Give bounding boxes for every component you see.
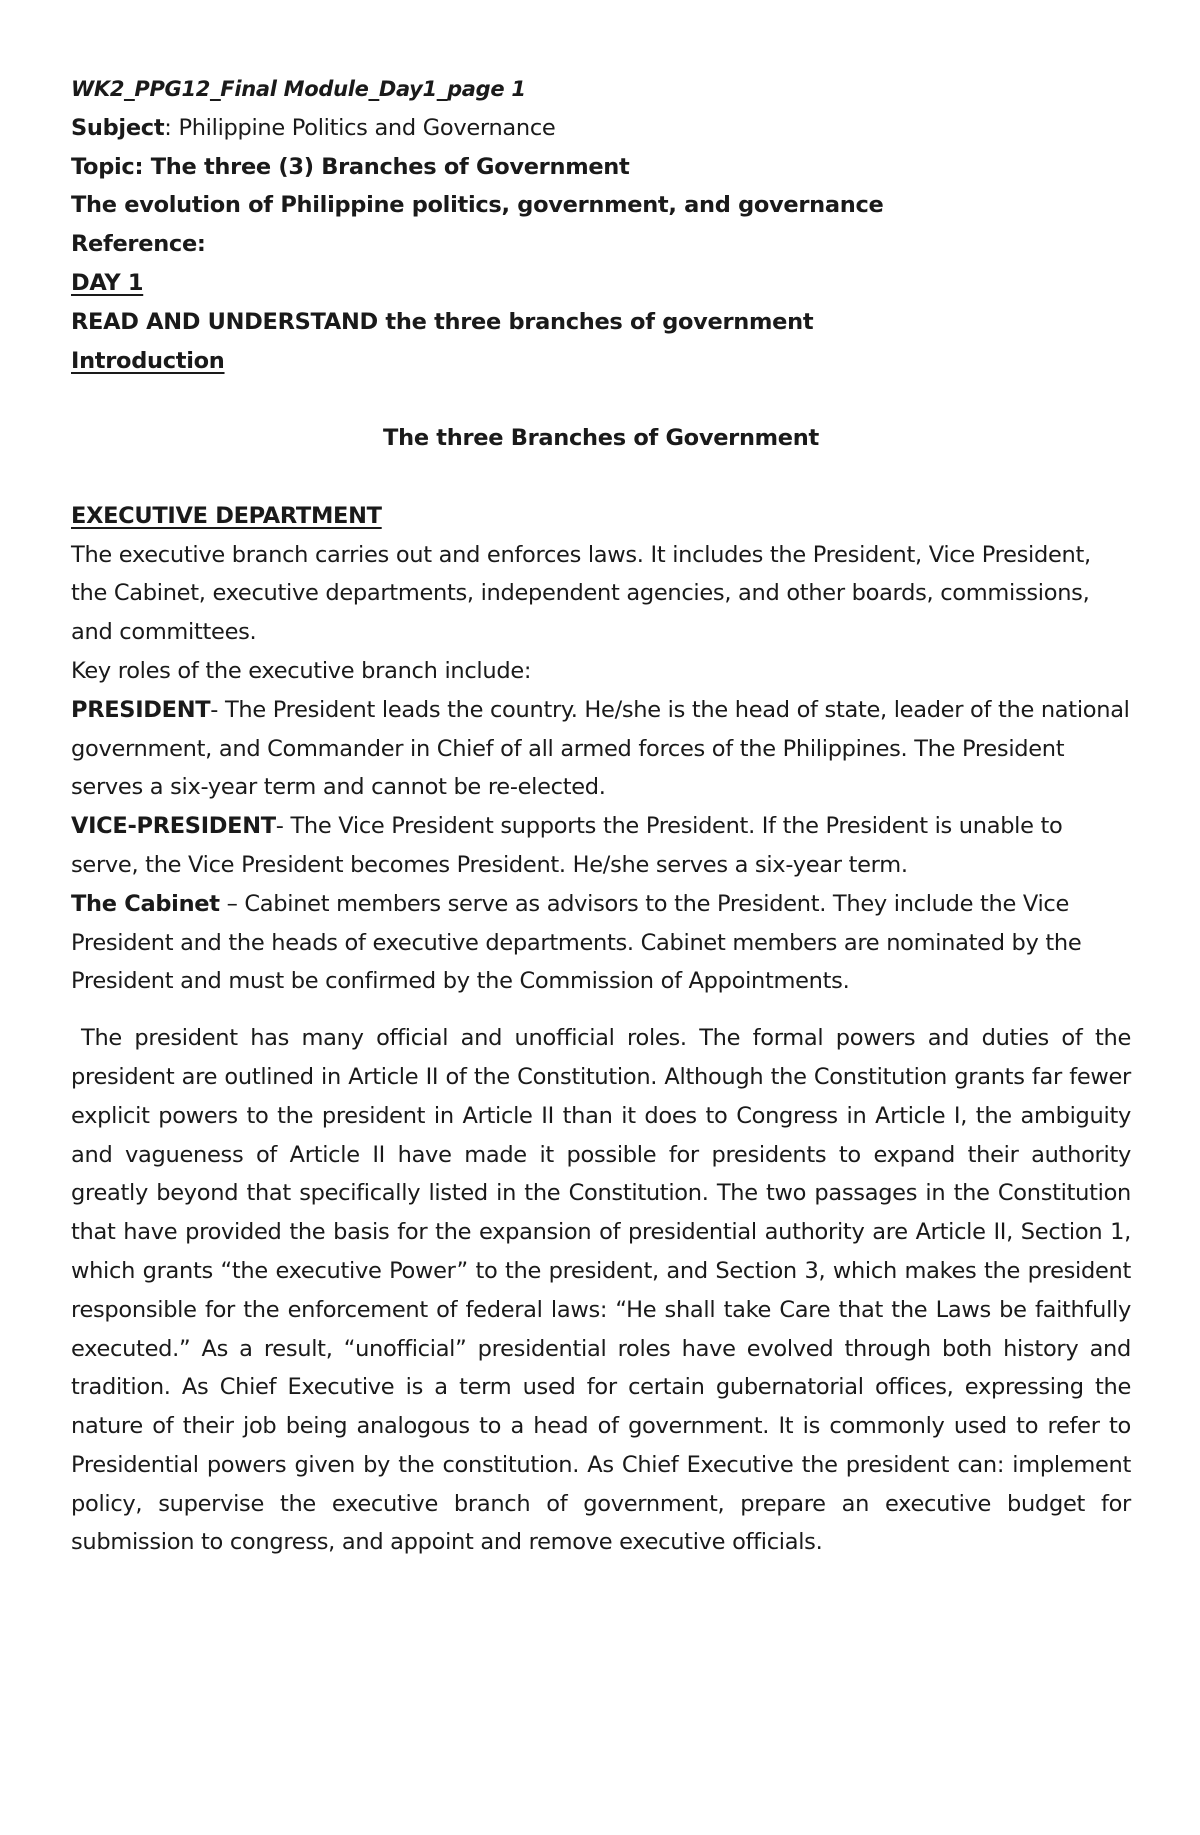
file-label: WK2_PPG12_Final Module_Day1_page 1 — [71, 77, 526, 101]
instruction-line: READ AND UNDERSTAND the three branches of government — [71, 308, 814, 335]
cabinet-label: The Cabinet — [71, 890, 220, 917]
cabinet-text: – Cabinet members serve as advisors to the President. They include the Vice President and the heads of executive departments. Cabinet members are nominated by the President and must be confirmed by the Commission of Appointments. — [71, 890, 1082, 995]
topic-value: The three (3) Branches of Government — [150, 153, 630, 180]
executive-intro: The executive branch carries out and enforces laws. It includes the President, Vice President, the Cabinet, executive departments, independent agencies, and other boards, commissions, and committees. — [71, 541, 1091, 646]
president-roles-paragraph: The president has many official and unofficial roles. The formal powers and duties of the president are outlined in Article II of the Constitution. Although the Constitution grants far fewer explicit powers to the president in Article II than it does to Congress in Article I, the ambiguity and vagueness of Article II have made it possible for presidents to expand their authority greatly beyond that specifically listed in the Constitution. The two passages in the Constitution that have provided the basis for the expansion of presidential authority are Article II, Section 1, which grants “the executive Power” to the president, and Section 3, which makes the president responsible for the enforcement of federal laws: “He shall take Care that the Laws be faithfully executed.” As a result, “unofficial” presidential roles have evolved through both history and tradition. As Chief Executive is a term used for certain gubernatorial offices, expressing the nature of their job being analogous to a head of government. It is commonly used to refer to Presidential powers given by the constitution. As Chief Executive the president can: implement policy, supervise the executive branch of government, prepare an executive budget for submission to congress, and appoint and remove executive officials. — [71, 1025, 1131, 1556]
subject-value: Philippine Politics and Governance — [178, 114, 556, 141]
introduction-heading: Introduction — [71, 347, 225, 374]
topic-label: Topic: — [71, 153, 144, 180]
cabinet-entry — [71, 885, 1131, 1001]
vp-text: - The Vice President supports the President. If the President is unable to serve, the Vice President becomes President. He/she serves a six-year term. — [71, 813, 1063, 878]
subject-line: Subject: Philippine Politics and Governance — [71, 114, 556, 141]
executive-heading: EXECUTIVE DEPARTMENT — [71, 502, 382, 529]
evolution-heading: The evolution of Philippine politics, government, and governance — [71, 192, 884, 219]
president-entry — [71, 691, 1131, 807]
key-roles-line: Key roles of the executive branch include: — [71, 657, 532, 684]
president-label: PRESIDENT — [71, 696, 211, 723]
vp-label: VICE-PRESIDENT — [71, 813, 276, 840]
spacer — [71, 380, 1131, 419]
spacer — [71, 1001, 1131, 1019]
day-heading: DAY 1 — [71, 269, 144, 296]
vp-entry — [71, 807, 1131, 885]
reference-label: Reference: — [71, 231, 206, 258]
topic-line — [71, 148, 1131, 187]
document-page — [71, 70, 1131, 1562]
spacer — [71, 458, 1131, 497]
subject-label: Subject — [71, 114, 165, 141]
president-text: - The President leads the country. He/she is the head of state, leader of the national government, and Commander in Chief of all armed forces of the Philippines. The President serves a six-year term and cannot be re-elected. — [71, 696, 1130, 801]
section-title: The three Branches of Government — [383, 425, 819, 452]
